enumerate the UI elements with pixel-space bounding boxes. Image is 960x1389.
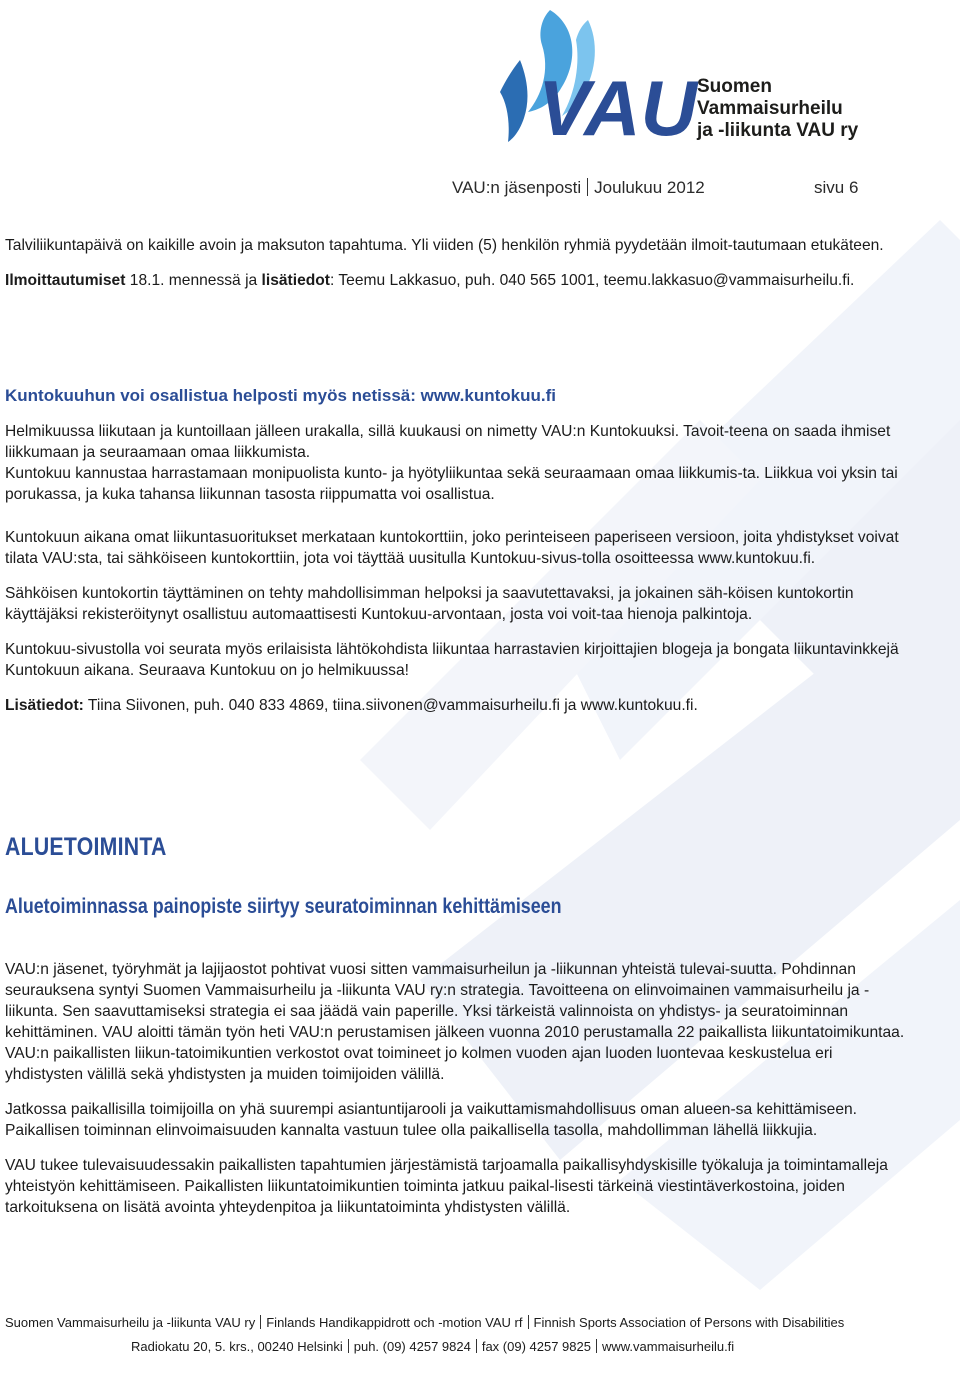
logo-organization-name	[697, 76, 858, 142]
logo-line-2: Vammaisurheilu	[697, 98, 843, 119]
page-number: sivu 6	[814, 178, 859, 197]
kuntokuu-paragraph-4: Sähköisen kuntokortin täyttäminen on tehty mahdollisimman helpoksi ja saavutettavaksi, ja jokainen säh-köisen kuntokortin käyttäjäksi rekisteröitynyt osallistuu automaattisesti Kuntokuu-arvontaan, josta voi voit-taa hienoja palkintoja.	[5, 585, 854, 623]
info-label: lisätiedot	[261, 272, 330, 289]
footer-address: Radiokatu 20, 5. krs., 00240 Helsinki	[131, 1339, 343, 1354]
intro-paragraph-1: Talviliikuntapäivä on kaikille avoin ja maksuton tapahtuma. Yli viiden (5) henkilön ryhmiä pyydetään ilmoit-tautumaan etukäteen.	[5, 237, 884, 254]
footer-separator	[260, 1315, 261, 1329]
aluetoiminta-paragraph-3: VAU tukee tulevaisuudessakin paikallisten tapahtumien järjestämistä tarjoamalla paikallisyhdyskisille työkaluja ja toimintamalleja yhteistyön kehittämiseen. Paikallisten liikuntatoimikuntien toiminta jatkuu paikal-lisesti tärkeinä viestintäverkostoina, joiden tarkoituksena on lisätä avointa yhteydenpitoa ja liikuntatoiminta yhdistysten välillä.	[5, 1157, 888, 1216]
logo-line-3: ja -liikunta VAU ry	[697, 120, 859, 141]
footer-separator	[528, 1315, 529, 1329]
kuntokuu-paragraph-5: Kuntokuu-sivustolla voi seurata myös erilaisista lähtökohdista liikuntaa harrastavien kirjoittajien blogeja ja bongata liikuntavinkkejä Kuntokuun aikana. Seuraava Kuntokuu on jo helmikuussa!	[5, 641, 899, 679]
kuntokuu-paragraph-2: Kuntokuu kannustaa harrastamaan monipuolista kunto- ja hyötyliikuntaa sekä seuraamaan omaa liikkumis-ta. Liikkua voi yksin tai porukassa, ja kuka tahansa liikunnan tasosta riippumatta voi osallistua.	[5, 465, 898, 503]
aluetoiminta-section	[5, 959, 905, 1218]
org-name-sv: Finlands Handikappidrott och -motion VAU rf	[266, 1315, 523, 1330]
footer-separator	[596, 1339, 597, 1353]
svg-text:VAU: VAU	[538, 64, 697, 152]
intro-contact-text: : Teemu Lakkasuo, puh. 040 565 1001, teemu.lakkasuo@vammaisurheilu.fi.	[330, 272, 855, 289]
footer-separator	[476, 1339, 477, 1353]
intro-paragraph-2	[5, 270, 905, 291]
header-separator	[587, 178, 588, 196]
aluetoiminta-paragraph-2: Jatkossa paikallisilla toimijoilla on yhä suurempi asiantuntijarooli ja vaikuttamismahdollisuus oman alueen-sa kehittämiseen. Paikallisen toiminnan elinvoimaisuuden kannalta vastuun tulee olla paikallisella tasolla, mahdollimman lähellä liikkujia.	[5, 1101, 858, 1139]
page-header	[452, 178, 859, 198]
footer-web: www.vammaisurheilu.fi	[601, 1339, 735, 1354]
aluetoiminta-heading: ALUETOIMINTA	[5, 833, 167, 861]
org-name-en: Finnish Sports Association of Persons with Disabilities	[533, 1315, 845, 1330]
registration-label: Ilmoittautumiset	[5, 272, 126, 289]
footer-organizations	[5, 1315, 844, 1330]
kuntokuu-section-1	[5, 421, 905, 505]
footer-contact	[131, 1339, 734, 1354]
footer-phone: puh. (09) 4257 9824	[353, 1339, 471, 1354]
footer-fax: fax (09) 4257 9825	[481, 1339, 591, 1354]
footer-separator	[348, 1339, 349, 1353]
kuntokuu-paragraph-3: Kuntokuun aikana omat liikuntasuoritukset merkataan kuntokorttiin, joko perinteiseen paperiseen versioon, joita yhdistykset voivat tilata VAU:sta, tai sähköiseen kuntokorttiin, jota voi täyttää uusitulla Kuntokuu-sivus-tolla osoitteessa www.kuntokuu.fi.	[5, 529, 899, 567]
kuntokuu-paragraph-1: Helmikuussa liikutaan ja kuntoillaan jälleen urakalla, sillä kuukausi on nimetty VAU:n Kuntokuuksi. Tavoit-teena on saada ihmiset liikkumaan ja seuraamaan omaa liikkumista.	[5, 423, 891, 461]
aluetoiminta-paragraph-1: VAU:n jäsenet, työryhmät ja lajijaostot pohtivat vuosi sitten vammaisurheilun ja -liikunnan yhteistä tulevai-suutta. Pohdinnan seurauksena syntyi Suomen Vammaisurheilu ja -liikunta VAU ry:n strategia. Tavoitteena on elinvoimainen vammaisurheilu ja -liikunta. Sen saavuttamiseksi strategia ei saa jäädä vain paperille. Yksi tärkeistä valinnoista on yhdistys- ja seuratoiminnan kehittäminen. VAU aloitti tämän työn heti VAU:n perustamisen jälkeen vuonna 2010 perustamalla 22 paikallista liikuntatoimikuntaa. VAU:n paikallisten liikun-tatoimikuntien verkostot ovat toimineet jo kolmen vuoden ajan luoden luontevaa keskustelua eri yhdistysten välillä sekä yhdistysten ja muiden toimijoiden välillä.	[5, 961, 905, 1083]
publication-name: VAU:n jäsenposti	[452, 178, 582, 197]
kuntokuu-heading: Kuntokuuhun voi osallistua helposti myös netissä: www.kuntokuu.fi	[5, 386, 556, 405]
kuntokuu-contact	[5, 695, 905, 716]
contact-label: Lisätiedot:	[5, 697, 84, 714]
main-content	[5, 235, 905, 1216]
issue-date: Joulukuu 2012	[594, 178, 705, 197]
intro-text: 18.1. mennessä ja	[125, 272, 262, 289]
aluetoiminta-subheading: Aluetoiminnassa painopiste siirtyy seuratoiminnan kehittämiseen	[5, 895, 562, 918]
logo-line-1: Suomen	[697, 76, 772, 97]
org-name-fi: Suomen Vammaisurheilu ja -liikunta VAU ry	[5, 1315, 256, 1330]
kuntokuu-section-2	[5, 527, 905, 716]
contact-text: Tiina Siivonen, puh. 040 833 4869, tiina.siivonen@vammaisurheilu.fi ja www.kuntokuu.fi.	[83, 697, 698, 714]
